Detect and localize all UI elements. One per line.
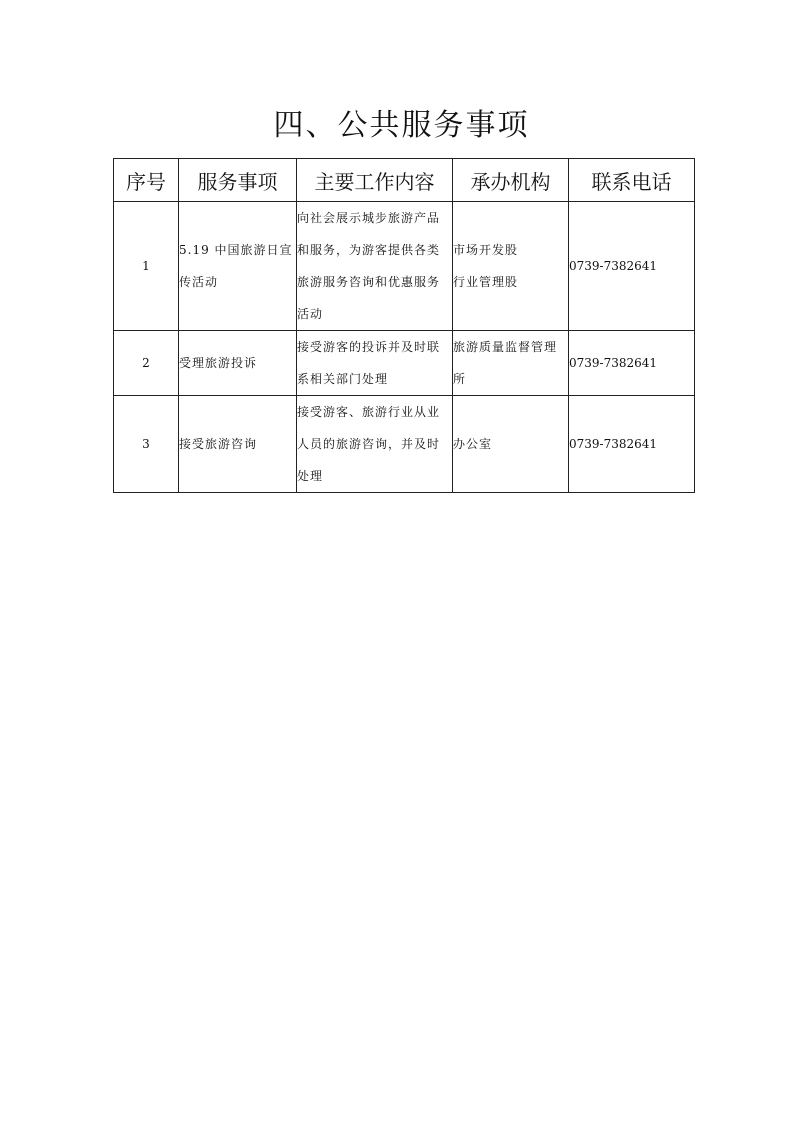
row-org <box>453 202 569 331</box>
header-content: 主要工作内容 <box>297 159 453 202</box>
row-index: 3 <box>114 396 179 493</box>
table-header-row <box>114 159 695 202</box>
services-table <box>113 158 695 493</box>
row-service-text: 5.19 中国旅游日宣传活动 <box>179 243 293 289</box>
row-service-text: 受理旅游投诉 <box>179 356 258 370</box>
row-org-text: 办公室 <box>453 437 493 451</box>
header-service: 服务事项 <box>179 159 297 202</box>
row-content <box>297 331 453 396</box>
row-service <box>179 202 297 331</box>
row-index: 2 <box>114 331 179 396</box>
row-content <box>297 396 453 493</box>
row-content-text: 接受游客的投诉并及时联系相关部门处理 <box>297 340 441 386</box>
row-org-text: 市场开发股 行业管理股 <box>453 243 519 289</box>
row-content <box>297 202 453 331</box>
page-title: 四、公共服务事项 <box>273 108 530 143</box>
row-content-text: 接受游客、旅游行业从业人员的旅游咨询，并及时处理 <box>297 405 441 483</box>
row-content-text: 向社会展示城步旅游产品和服务，为游客提供各类旅游服务咨询和优惠服务活动 <box>297 211 441 321</box>
row-service-text: 接受旅游咨询 <box>179 437 258 451</box>
header-phone: 联系电话 <box>569 159 695 202</box>
row-org <box>453 396 569 493</box>
table-row <box>114 396 695 493</box>
row-phone: 0739-7382641 <box>569 331 695 396</box>
header-index: 序号 <box>114 159 179 202</box>
row-phone: 0739-7382641 <box>569 202 695 331</box>
row-phone: 0739-7382641 <box>569 396 695 493</box>
row-index: 1 <box>114 202 179 331</box>
table-row <box>114 331 695 396</box>
header-org: 承办机构 <box>453 159 569 202</box>
table-row <box>114 202 695 331</box>
row-service <box>179 331 297 396</box>
row-org-text: 旅游质量监督管理所 <box>453 340 558 386</box>
row-org <box>453 331 569 396</box>
row-service <box>179 396 297 493</box>
